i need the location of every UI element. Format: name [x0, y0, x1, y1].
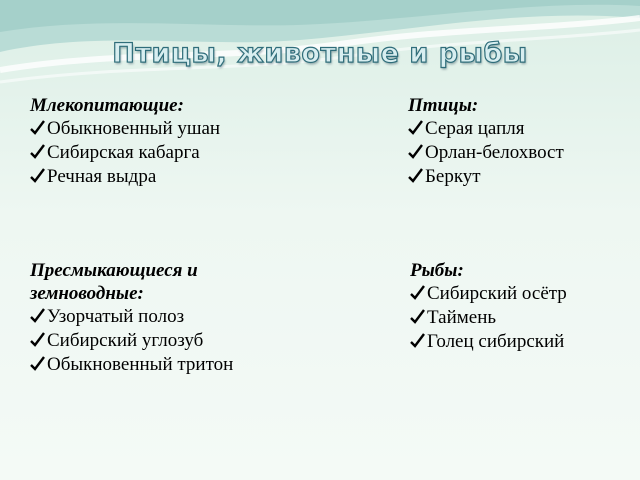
list-item: Орлан-белохвост	[408, 141, 564, 165]
check-icon	[410, 332, 425, 350]
list-item: Серая цапля	[408, 117, 564, 141]
mammals-heading: Млекопитающие:	[30, 95, 184, 116]
birds-heading: Птицы:	[408, 95, 479, 116]
fish-list	[410, 282, 567, 354]
check-icon	[408, 167, 423, 185]
birds-group	[408, 94, 564, 189]
check-icon	[410, 284, 425, 302]
list-item: Узорчатый полоз	[30, 305, 233, 329]
check-icon	[408, 119, 423, 137]
page-title: Птицы, животные и рыбы	[112, 38, 528, 69]
list-item: Беркут	[408, 165, 564, 189]
list-item: Сибирский осётр	[410, 282, 567, 306]
check-icon	[30, 331, 45, 349]
mammals-list	[30, 117, 220, 189]
list-item: Обыкновенный тритон	[30, 353, 233, 377]
check-icon	[30, 167, 45, 185]
fish-heading: Рыбы:	[410, 260, 464, 281]
check-icon	[408, 143, 423, 161]
check-icon	[30, 355, 45, 373]
list-item: Таймень	[410, 306, 567, 330]
reptiles-group	[30, 259, 233, 377]
reptiles-heading-line2: земноводные:	[30, 283, 144, 304]
list-item: Обыкновенный ушан	[30, 117, 220, 141]
check-icon	[30, 119, 45, 137]
check-icon	[30, 143, 45, 161]
reptiles-list	[30, 305, 233, 377]
list-item: Сибирский углозуб	[30, 329, 233, 353]
birds-list	[408, 117, 564, 189]
check-icon	[410, 308, 425, 326]
fish-group	[410, 259, 567, 354]
mammals-group	[30, 94, 220, 189]
list-item: Речная выдра	[30, 165, 220, 189]
check-icon	[30, 307, 45, 325]
list-item: Сибирская кабарга	[30, 141, 220, 165]
list-item: Голец сибирский	[410, 330, 567, 354]
reptiles-heading-line1: Пресмыкающиеся и	[30, 260, 198, 281]
